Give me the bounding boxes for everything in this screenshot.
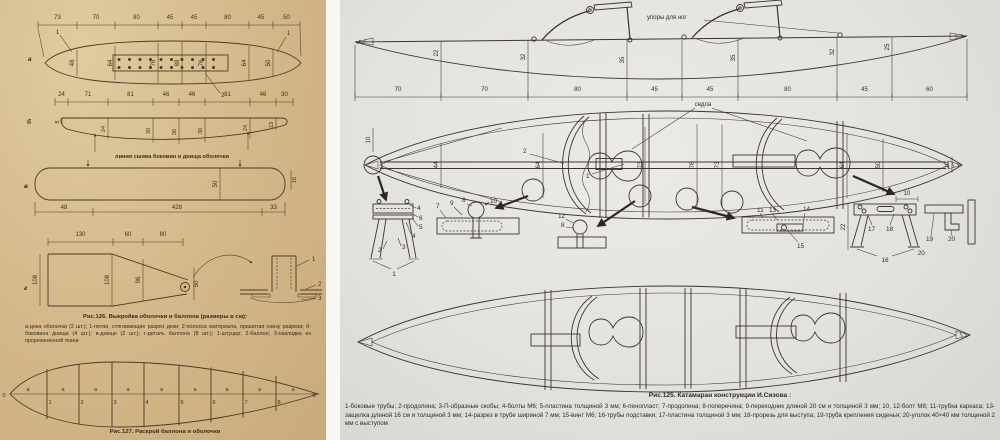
segment-mark: а bbox=[93, 387, 98, 393]
hull-outline bbox=[365, 111, 962, 219]
part-callout: 17 bbox=[868, 226, 876, 233]
layout-lens-figure bbox=[2, 362, 318, 427]
dim-label: 108 bbox=[33, 274, 39, 286]
dim-label: 80 bbox=[784, 87, 791, 93]
part-callout: 2 bbox=[221, 93, 225, 99]
dim-label: 50 bbox=[283, 15, 290, 21]
part-callout: 2 bbox=[378, 247, 382, 254]
dim-label: 45 bbox=[257, 15, 265, 21]
station-label: 3 bbox=[113, 400, 117, 406]
bow-fitting bbox=[364, 156, 382, 174]
dim-label: 20 bbox=[918, 251, 925, 257]
segment-mark: а bbox=[193, 387, 197, 393]
side-view bbox=[355, 0, 967, 101]
width-label: 73 bbox=[715, 161, 721, 169]
dim-label: 80 bbox=[224, 15, 231, 21]
part-callout: 13 bbox=[769, 207, 777, 214]
dim-label: 70 bbox=[481, 87, 488, 93]
dim-label: 70 bbox=[394, 87, 402, 93]
station-label: 4 bbox=[145, 400, 149, 406]
part-callout: 4 bbox=[417, 205, 421, 212]
part-callout: 1 bbox=[392, 271, 396, 278]
part-callout: 1 bbox=[586, 173, 590, 180]
fig125-caption-title: Рис.125. Катамаран конструкции И.Сизова : bbox=[648, 392, 792, 399]
depth-label: 25 bbox=[885, 43, 891, 51]
dim-label: 428 bbox=[171, 205, 183, 211]
detail-bolt-latch bbox=[558, 213, 606, 248]
part-callout: 15 bbox=[797, 243, 805, 250]
dim-label: 73 bbox=[54, 15, 61, 21]
inner-dim: 13 bbox=[269, 121, 275, 129]
dim-label: 96 bbox=[136, 276, 142, 284]
station-label: 7 bbox=[244, 400, 248, 406]
height-label: 64 bbox=[108, 59, 114, 67]
dim-label: 22 bbox=[841, 223, 847, 231]
seat-bottom-2 bbox=[791, 313, 845, 343]
segment-mark: а bbox=[159, 387, 164, 393]
part-letter: г bbox=[24, 285, 28, 292]
dim-label: 60 bbox=[124, 232, 132, 238]
width-label: 50 bbox=[876, 161, 882, 169]
deck-pattern-figure bbox=[28, 15, 301, 99]
height-label: 48 bbox=[70, 59, 76, 67]
depth-label: 35 bbox=[731, 54, 737, 62]
part-callout: 1 bbox=[56, 30, 60, 36]
hull-bottom-line bbox=[355, 36, 967, 79]
dim-label: 60 bbox=[926, 87, 933, 93]
foot-rests-label: упоры для ног bbox=[647, 15, 687, 21]
fig126-caption-body: а-дека оболочки (2 шт.); 1-петли, стягивающие разрез деки; 2-полоска материала, пришитая снизу разреза; б-боковина днища (4 шт.); в-днище (2 шт.); г-деталь баллона (8 шт.); 1-штуцер; 2-баллон; 3-накладка из прорезиненной ткани bbox=[25, 324, 311, 345]
dim-label: 50 bbox=[213, 180, 219, 188]
height-label: 88 bbox=[175, 59, 181, 67]
side-panel-figure bbox=[27, 92, 293, 167]
bottom-view bbox=[358, 286, 970, 392]
station-label: 6 bbox=[212, 400, 216, 406]
dim-label: 46 bbox=[259, 92, 267, 98]
inner-dim: 24 bbox=[243, 124, 249, 132]
part-callout: 1 bbox=[312, 257, 316, 263]
saddles-label: седла bbox=[694, 102, 712, 108]
fig126-caption-title: Рис.126. Выкройка оболочки и баллона (размеры в см): bbox=[83, 314, 247, 320]
part-callout: 7 bbox=[436, 203, 440, 210]
dim-label: 24 bbox=[58, 92, 65, 98]
part-callout: 19 bbox=[926, 236, 934, 243]
detail-angle-bracket bbox=[925, 200, 975, 244]
part-callout: 3 bbox=[402, 244, 406, 251]
dim-label: 30 bbox=[281, 92, 288, 98]
height-label: 50 bbox=[266, 59, 272, 67]
hull-outline-bottom bbox=[358, 286, 970, 392]
dim-label: 50 bbox=[194, 280, 200, 288]
station-label: 1 bbox=[48, 400, 52, 406]
dim-label: 80 bbox=[133, 15, 140, 21]
dim-label: 46 bbox=[188, 92, 196, 98]
dim-label: 45 bbox=[651, 87, 658, 93]
part-callout: 14 bbox=[803, 206, 811, 213]
part-callout: 8 bbox=[462, 197, 466, 204]
seat-side-2 bbox=[682, 0, 842, 43]
segment-mark: а bbox=[26, 387, 30, 393]
segment-mark: а bbox=[291, 387, 295, 393]
depth-label: 22 bbox=[434, 49, 440, 57]
seam-note: линия сшива боковин и днища оболочки bbox=[115, 154, 229, 160]
center-tube bbox=[380, 162, 946, 169]
part-callout: 11 bbox=[757, 207, 764, 214]
width-label: 76 bbox=[690, 161, 696, 169]
fig125-caption-body: 1-боковые трубы; 2-продолина; 3-П-образные скобы; 4-болты М6; 5-пластина толщиной 3 мм; 6-пенопласт; 7-продолина; 8-поперечина; 9-переходник длиной 20 см и толщиной 3 мм; 10, 12-болт М8; 11-трубка каркаса; 13-защелка длиной 16 см и толщиной 3 мм; 14-разрез в трубе шириной 7 мм; 15-винт М6; 16-трубы подставки; 17-пластина толщиной 3 мм; 18-прорезь для выступа; 19-труба крепления сиденья; 20-уголок 40×40 мм толщиной 2 мм с выступом bbox=[345, 403, 995, 428]
part-callout: 3 bbox=[318, 296, 322, 302]
dim-label: 48 bbox=[60, 205, 68, 211]
width-label: 73 bbox=[638, 161, 644, 169]
detail-clamp bbox=[369, 200, 423, 279]
dim-label: 130 bbox=[75, 232, 86, 238]
dim-label: 45 bbox=[190, 15, 198, 21]
depth-label: 35 bbox=[620, 56, 626, 64]
width-label: 64 bbox=[536, 161, 542, 169]
width-label: 64 bbox=[840, 161, 846, 169]
part-letter: а bbox=[28, 56, 32, 63]
part-callout: 9 bbox=[450, 200, 454, 207]
fig127-caption: Рис.127. Раскрой баллона и оболочки bbox=[109, 429, 221, 435]
dim-label: 10 bbox=[903, 191, 911, 197]
dim-label: 16 bbox=[292, 176, 298, 184]
cutting-patterns-drawing bbox=[0, 0, 326, 440]
part-callout: 1 bbox=[287, 31, 291, 37]
deck-outline bbox=[45, 41, 301, 84]
height-label: 64 bbox=[242, 59, 248, 67]
balloon-figure bbox=[24, 232, 322, 306]
dim-label: 81 bbox=[127, 92, 134, 98]
part-callout: 18 bbox=[886, 226, 894, 233]
part-callout: 8 bbox=[561, 222, 565, 229]
part-letter: б bbox=[27, 119, 31, 126]
width-label: 10 bbox=[945, 161, 951, 169]
height-label: 76 bbox=[151, 59, 157, 67]
inner-dim: 30 bbox=[146, 127, 152, 135]
inner-dim: 24 bbox=[101, 125, 107, 133]
inner-dim: 36 bbox=[172, 128, 178, 136]
station-label: 5 bbox=[180, 400, 184, 406]
part-callout: 12 bbox=[558, 213, 566, 220]
lens-outline bbox=[10, 362, 318, 427]
deck-line bbox=[355, 36, 967, 42]
part-callout: 5 bbox=[419, 224, 423, 231]
station-label: 0 bbox=[2, 393, 6, 399]
dim-label: 80 bbox=[159, 232, 167, 238]
height-label: 76 bbox=[199, 59, 205, 67]
dim-label: 33 bbox=[270, 205, 277, 211]
segment-mark: а bbox=[225, 387, 229, 393]
seat-bottom-1 bbox=[589, 317, 643, 347]
dim-label: 71 bbox=[84, 92, 92, 98]
width-label: 44 bbox=[434, 161, 440, 169]
part-callout: 2 bbox=[318, 282, 322, 288]
dim-label: 46 bbox=[162, 92, 170, 98]
balloon-outline bbox=[48, 254, 188, 306]
catamaran-drawing bbox=[340, 0, 1000, 440]
seat-side-1 bbox=[532, 2, 632, 45]
left-page bbox=[0, 0, 326, 440]
station-label: 2 bbox=[80, 400, 84, 406]
width-label: 10 bbox=[366, 136, 372, 144]
station-label: 9 bbox=[312, 393, 316, 399]
bottom-strip-figure bbox=[24, 168, 298, 216]
cross-tubes bbox=[600, 113, 843, 218]
bottom-strip-outline bbox=[35, 168, 285, 200]
right-page bbox=[340, 0, 1000, 440]
segment-mark: а bbox=[126, 387, 130, 393]
dim-label: 45 bbox=[861, 87, 868, 93]
part-callout: 20 bbox=[948, 236, 956, 243]
depth-label: 32 bbox=[830, 48, 836, 56]
part-callout: 4 bbox=[412, 233, 416, 240]
depth-label: 32 bbox=[521, 53, 527, 61]
segment-mark: а bbox=[61, 387, 65, 393]
dim-label: 81 bbox=[224, 92, 231, 98]
dim-label: 45 bbox=[706, 87, 714, 93]
dim-label: 70 bbox=[92, 15, 100, 21]
part-callout: 6 bbox=[419, 215, 423, 222]
dim-label: 80 bbox=[574, 87, 581, 93]
inner-dim: 8 bbox=[55, 120, 61, 124]
deck-bolt bbox=[838, 33, 842, 37]
station-label: 8 bbox=[277, 400, 281, 406]
segment-mark: а bbox=[257, 387, 262, 393]
inner-dim: 30 bbox=[198, 127, 204, 135]
part-callout: 10 bbox=[490, 198, 498, 205]
part-callout: 2 bbox=[523, 148, 527, 155]
dim-label: 45 bbox=[166, 15, 174, 21]
valve-cross-section bbox=[240, 256, 322, 303]
part-letter: в bbox=[24, 183, 28, 190]
plan-view bbox=[364, 102, 962, 226]
part-callout: 16 bbox=[881, 257, 889, 264]
dim-label: 108 bbox=[105, 274, 111, 286]
